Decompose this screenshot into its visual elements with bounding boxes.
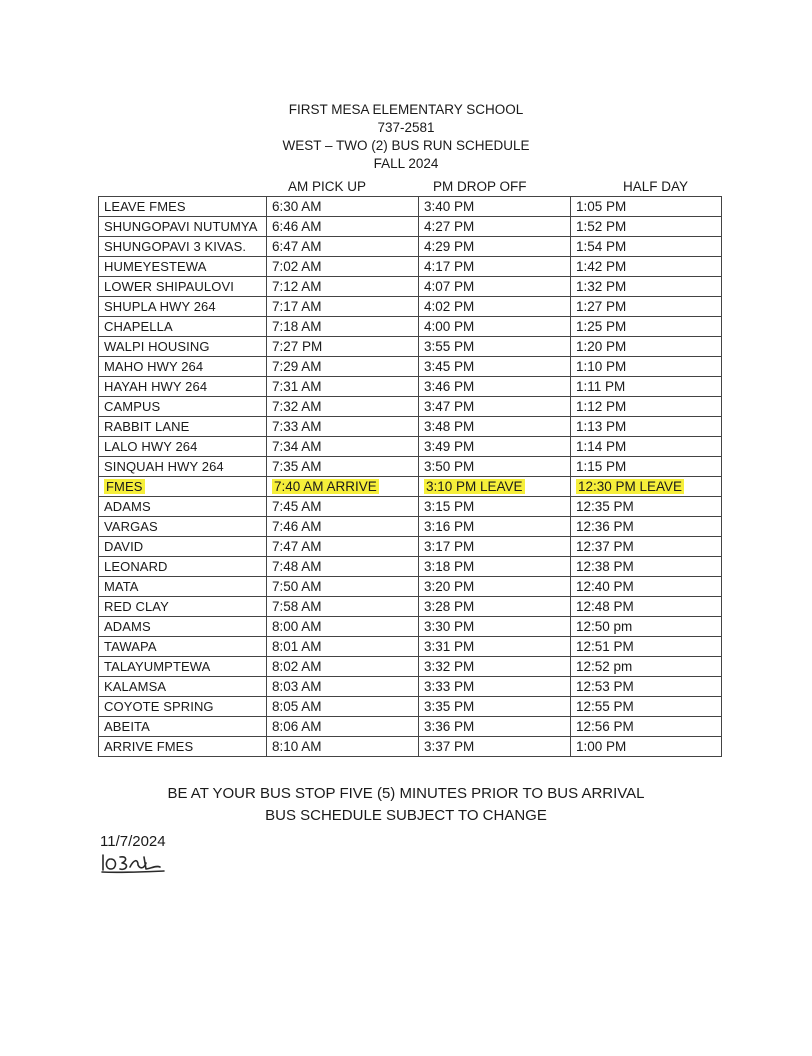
pm-dropoff-cell xyxy=(419,717,571,737)
pm-dropoff-cell xyxy=(419,657,571,677)
pm-dropoff-cell-text: 3:35 PM xyxy=(424,699,475,714)
table-row xyxy=(99,237,722,257)
pm-dropoff-cell-text: 4:00 PM xyxy=(424,319,475,334)
half-day-cell xyxy=(571,497,722,517)
stop-cell xyxy=(99,417,267,437)
half-day-cell-text: 12:52 pm xyxy=(576,659,633,674)
pm-dropoff-cell-text: 3:48 PM xyxy=(424,419,475,434)
am-pickup-cell xyxy=(267,417,419,437)
pm-dropoff-cell xyxy=(419,377,571,397)
stop-cell-text: SHUPLA HWY 264 xyxy=(104,299,216,314)
am-pickup-cell-text: 7:58 AM xyxy=(272,599,322,614)
am-pickup-cell xyxy=(267,637,419,657)
table-row xyxy=(99,597,722,617)
half-day-cell-text: 1:12 PM xyxy=(576,399,627,414)
am-pickup-cell xyxy=(267,357,419,377)
half-day-cell-text: 1:05 PM xyxy=(576,199,627,214)
pm-dropoff-cell-text: 4:29 PM xyxy=(424,239,475,254)
pm-dropoff-cell xyxy=(419,277,571,297)
pm-dropoff-cell-text: 3:10 PM LEAVE xyxy=(426,479,523,494)
stop-cell xyxy=(99,437,267,457)
half-day-cell-text: 12:35 PM xyxy=(576,499,634,514)
half-day-cell-text: 1:20 PM xyxy=(576,339,627,354)
pm-dropoff-cell xyxy=(419,677,571,697)
pm-dropoff-cell-text: 3:46 PM xyxy=(424,379,475,394)
half-day-cell xyxy=(571,197,722,217)
stop-cell-text: WALPI HOUSING xyxy=(104,339,210,354)
stop-cell-text: TALAYUMPTEWA xyxy=(104,659,211,674)
pm-dropoff-cell xyxy=(419,417,571,437)
am-pickup-cell-text: 7:17 AM xyxy=(272,299,322,314)
stop-cell xyxy=(99,297,267,317)
table-row xyxy=(99,357,722,377)
pm-dropoff-cell xyxy=(419,517,571,537)
stop-cell xyxy=(99,237,267,257)
half-day-cell xyxy=(571,377,722,397)
pm-dropoff-cell xyxy=(419,697,571,717)
stop-cell xyxy=(99,257,267,277)
am-pickup-cell xyxy=(267,577,419,597)
table-row xyxy=(99,517,722,537)
pm-dropoff-cell xyxy=(419,257,571,277)
half-day-cell-text: 1:27 PM xyxy=(576,299,627,314)
table-row xyxy=(99,637,722,657)
half-day-cell-text: 12:53 PM xyxy=(576,679,634,694)
table-row xyxy=(99,677,722,697)
am-pickup-cell xyxy=(267,737,419,757)
stop-cell-text: LALO HWY 264 xyxy=(104,439,198,454)
half-day-cell-text: 12:50 pm xyxy=(576,619,633,634)
stop-cell-text: SHUNGOPAVI 3 KIVAS. xyxy=(104,239,247,254)
am-pickup-cell xyxy=(267,317,419,337)
stop-cell-text: RED CLAY xyxy=(104,599,169,614)
table-row xyxy=(99,337,722,357)
half-day-cell xyxy=(571,617,722,637)
half-day-cell-text: 12:40 PM xyxy=(576,579,634,594)
document-header xyxy=(0,101,812,173)
am-pickup-cell-text: 7:45 AM xyxy=(272,499,322,514)
stop-cell-text: MAHO HWY 264 xyxy=(104,359,204,374)
pm-dropoff-cell xyxy=(419,637,571,657)
table-row xyxy=(99,277,722,297)
table-row xyxy=(99,217,722,237)
am-pickup-cell xyxy=(267,677,419,697)
half-day-cell xyxy=(571,397,722,417)
stop-cell-text: TAWAPA xyxy=(104,639,157,654)
half-day-cell xyxy=(571,337,722,357)
stop-cell-text: LEAVE FMES xyxy=(104,199,186,214)
stop-cell xyxy=(99,657,267,677)
column-header-half-day: HALF DAY xyxy=(623,179,689,194)
half-day-cell xyxy=(571,557,722,577)
am-pickup-cell-text: 8:00 AM xyxy=(272,619,322,634)
pm-dropoff-cell-text: 3:49 PM xyxy=(424,439,475,454)
am-pickup-cell xyxy=(267,377,419,397)
am-pickup-cell xyxy=(267,237,419,257)
am-pickup-cell xyxy=(267,337,419,357)
am-pickup-cell xyxy=(267,557,419,577)
stop-cell-text: HAYAH HWY 264 xyxy=(104,379,208,394)
stop-cell xyxy=(99,277,267,297)
stop-cell xyxy=(99,477,267,497)
half-day-cell xyxy=(571,637,722,657)
pm-dropoff-cell-text: 3:32 PM xyxy=(424,659,475,674)
pm-dropoff-cell xyxy=(419,737,571,757)
am-pickup-cell-text: 8:01 AM xyxy=(272,639,322,654)
am-pickup-cell xyxy=(267,657,419,677)
stop-cell-text: RABBIT LANE xyxy=(104,419,190,434)
school-name: FIRST MESA ELEMENTARY SCHOOL xyxy=(288,102,524,117)
am-pickup-cell-text: 7:27 PM xyxy=(272,339,323,354)
stop-cell-text: MATA xyxy=(104,579,139,594)
route-title: WEST – TWO (2) BUS RUN SCHEDULE xyxy=(282,138,530,153)
am-pickup-cell xyxy=(267,617,419,637)
stop-cell xyxy=(99,637,267,657)
pm-dropoff-cell xyxy=(419,497,571,517)
half-day-cell-text: 1:14 PM xyxy=(576,439,627,454)
pm-dropoff-cell-text: 3:40 PM xyxy=(424,199,475,214)
stop-cell-text: KALAMSA xyxy=(104,679,167,694)
half-day-cell xyxy=(571,437,722,457)
pm-dropoff-cell-text: 3:50 PM xyxy=(424,459,475,474)
half-day-cell-text: 1:10 PM xyxy=(576,359,627,374)
am-pickup-cell xyxy=(267,277,419,297)
table-row xyxy=(99,577,722,597)
pm-dropoff-cell-text: 3:36 PM xyxy=(424,719,475,734)
half-day-cell xyxy=(571,517,722,537)
am-pickup-cell-text: 8:02 AM xyxy=(272,659,322,674)
half-day-cell xyxy=(571,597,722,617)
table-row xyxy=(99,537,722,557)
schedule-disclaimer: BUS SCHEDULE SUBJECT TO CHANGE xyxy=(265,807,547,824)
document-date: 11/7/2024 xyxy=(100,833,166,850)
half-day-cell xyxy=(571,477,722,497)
pm-dropoff-cell-text: 4:17 PM xyxy=(424,259,475,274)
am-pickup-cell-text: 7:46 AM xyxy=(272,519,322,534)
school-phone: 737-2581 xyxy=(377,120,435,135)
am-pickup-cell-text: 7:18 AM xyxy=(272,319,322,334)
pm-dropoff-cell xyxy=(419,317,571,337)
stop-cell xyxy=(99,717,267,737)
am-pickup-cell-text: 7:47 AM xyxy=(272,539,322,554)
pm-dropoff-cell-text: 3:30 PM xyxy=(424,619,475,634)
am-pickup-cell-text: 6:46 AM xyxy=(272,219,322,234)
am-pickup-cell xyxy=(267,537,419,557)
pm-dropoff-cell xyxy=(419,197,571,217)
am-pickup-cell-text: 8:05 AM xyxy=(272,699,322,714)
stop-cell xyxy=(99,557,267,577)
table-row xyxy=(99,697,722,717)
stop-cell xyxy=(99,517,267,537)
stop-cell xyxy=(99,397,267,417)
pm-dropoff-cell xyxy=(419,437,571,457)
am-pickup-cell xyxy=(267,457,419,477)
schedule-table xyxy=(98,196,722,757)
am-pickup-cell-text: 8:03 AM xyxy=(272,679,322,694)
pm-dropoff-cell-text: 3:33 PM xyxy=(424,679,475,694)
stop-cell xyxy=(99,537,267,557)
half-day-cell-text: 12:30 PM LEAVE xyxy=(578,479,683,494)
pm-dropoff-cell xyxy=(419,337,571,357)
column-header-pm: PM DROP OFF xyxy=(433,179,527,194)
table-row xyxy=(99,417,722,437)
half-day-cell xyxy=(571,297,722,317)
half-day-cell-text: 1:00 PM xyxy=(576,739,627,754)
table-row xyxy=(99,257,722,277)
table-row xyxy=(99,497,722,517)
stop-cell xyxy=(99,617,267,637)
am-pickup-cell-text: 7:50 AM xyxy=(272,579,322,594)
half-day-cell-text: 12:36 PM xyxy=(576,519,634,534)
half-day-cell xyxy=(571,217,722,237)
am-pickup-cell xyxy=(267,297,419,317)
pm-dropoff-cell xyxy=(419,597,571,617)
pm-dropoff-cell-text: 3:20 PM xyxy=(424,579,475,594)
am-pickup-cell-text: 7:31 AM xyxy=(272,379,322,394)
stop-cell xyxy=(99,697,267,717)
pm-dropoff-cell xyxy=(419,237,571,257)
term-label: FALL 2024 xyxy=(373,156,439,171)
half-day-cell xyxy=(571,357,722,377)
pm-dropoff-cell-text: 3:45 PM xyxy=(424,359,475,374)
stop-cell-text: HUMEYESTEWA xyxy=(104,259,207,274)
arrival-notice: BE AT YOUR BUS STOP FIVE (5) MINUTES PRIOR TO BUS ARRIVAL xyxy=(167,785,645,802)
pm-dropoff-cell-text: 4:27 PM xyxy=(424,219,475,234)
stop-cell xyxy=(99,737,267,757)
pm-dropoff-cell xyxy=(419,617,571,637)
pm-dropoff-cell-text: 3:31 PM xyxy=(424,639,475,654)
stop-cell-text: VARGAS xyxy=(104,519,158,534)
stop-cell xyxy=(99,377,267,397)
stop-cell-text: FMES xyxy=(106,479,143,494)
stop-cell-text: SINQUAH HWY 264 xyxy=(104,459,224,474)
half-day-cell-text: 1:42 PM xyxy=(576,259,627,274)
pm-dropoff-cell xyxy=(419,357,571,377)
am-pickup-cell xyxy=(267,197,419,217)
pm-dropoff-cell-text: 3:28 PM xyxy=(424,599,475,614)
stop-cell-text: SHUNGOPAVI NUTUMYA xyxy=(104,219,258,234)
stop-cell-text: DAVID xyxy=(104,539,144,554)
am-pickup-cell-text: 7:34 AM xyxy=(272,439,322,454)
half-day-cell-text: 12:38 PM xyxy=(576,559,634,574)
am-pickup-cell-text: 6:47 AM xyxy=(272,239,322,254)
half-day-cell-text: 1:52 PM xyxy=(576,219,627,234)
am-pickup-cell xyxy=(267,517,419,537)
half-day-cell-text: 12:55 PM xyxy=(576,699,634,714)
am-pickup-cell xyxy=(267,597,419,617)
stop-cell xyxy=(99,457,267,477)
am-pickup-cell xyxy=(267,257,419,277)
stop-cell-text: LEONARD xyxy=(104,559,168,574)
half-day-cell xyxy=(571,237,722,257)
half-day-cell-text: 12:37 PM xyxy=(576,539,634,554)
half-day-cell-text: 1:25 PM xyxy=(576,319,627,334)
table-row xyxy=(99,317,722,337)
half-day-cell-text: 12:48 PM xyxy=(576,599,634,614)
stop-cell-text: CHAPELLA xyxy=(104,319,173,334)
half-day-cell xyxy=(571,577,722,597)
half-day-cell xyxy=(571,697,722,717)
stop-cell xyxy=(99,317,267,337)
am-pickup-cell-text: 7:40 AM ARRIVE xyxy=(274,479,377,494)
half-day-cell xyxy=(571,537,722,557)
am-pickup-cell xyxy=(267,477,419,497)
am-pickup-cell-text: 6:30 AM xyxy=(272,199,322,214)
table-row xyxy=(99,197,722,217)
footer-notes xyxy=(0,783,812,827)
pm-dropoff-cell xyxy=(419,457,571,477)
am-pickup-cell-text: 7:48 AM xyxy=(272,559,322,574)
half-day-cell xyxy=(571,277,722,297)
table-row xyxy=(99,557,722,577)
table-row xyxy=(99,617,722,637)
stop-cell-text: COYOTE SPRING xyxy=(104,699,214,714)
stop-cell xyxy=(99,217,267,237)
pm-dropoff-cell-text: 3:16 PM xyxy=(424,519,475,534)
pm-dropoff-cell-text: 4:02 PM xyxy=(424,299,475,314)
am-pickup-cell-text: 8:10 AM xyxy=(272,739,322,754)
pm-dropoff-cell-text: 3:15 PM xyxy=(424,499,475,514)
half-day-cell-text: 1:11 PM xyxy=(576,379,626,394)
pm-dropoff-cell xyxy=(419,477,571,497)
half-day-cell xyxy=(571,257,722,277)
stop-cell-text: LOWER SHIPAULOVI xyxy=(104,279,234,294)
stop-cell-text: ABEITA xyxy=(104,719,150,734)
half-day-cell xyxy=(571,457,722,477)
am-pickup-cell-text: 8:06 AM xyxy=(272,719,322,734)
half-day-cell xyxy=(571,317,722,337)
stop-cell xyxy=(99,197,267,217)
half-day-cell-text: 1:15 PM xyxy=(576,459,627,474)
pm-dropoff-cell-text: 3:17 PM xyxy=(424,539,475,554)
pm-dropoff-cell xyxy=(419,557,571,577)
pm-dropoff-cell-text: 3:37 PM xyxy=(424,739,475,754)
half-day-cell-text: 12:51 PM xyxy=(576,639,634,654)
handwritten-initials xyxy=(100,851,170,875)
table-row xyxy=(99,477,722,497)
stop-cell-text: ADAMS xyxy=(104,499,151,514)
stop-cell xyxy=(99,337,267,357)
stop-cell-text: ARRIVE FMES xyxy=(104,739,194,754)
am-pickup-cell xyxy=(267,497,419,517)
am-pickup-cell-text: 7:33 AM xyxy=(272,419,322,434)
am-pickup-cell-text: 7:32 AM xyxy=(272,399,322,414)
table-row xyxy=(99,737,722,757)
table-row xyxy=(99,297,722,317)
pm-dropoff-cell xyxy=(419,397,571,417)
am-pickup-cell-text: 7:02 AM xyxy=(272,259,322,274)
half-day-cell-text: 12:56 PM xyxy=(576,719,634,734)
am-pickup-cell xyxy=(267,217,419,237)
half-day-cell xyxy=(571,417,722,437)
pm-dropoff-cell-text: 4:07 PM xyxy=(424,279,475,294)
half-day-cell xyxy=(571,717,722,737)
pm-dropoff-cell xyxy=(419,217,571,237)
half-day-cell xyxy=(571,677,722,697)
pm-dropoff-cell xyxy=(419,297,571,317)
half-day-cell-text: 1:32 PM xyxy=(576,279,627,294)
am-pickup-cell xyxy=(267,697,419,717)
table-row xyxy=(99,457,722,477)
column-header-am: AM PICK UP xyxy=(288,179,367,194)
pm-dropoff-cell-text: 3:18 PM xyxy=(424,559,475,574)
table-row xyxy=(99,397,722,417)
stop-cell-text: CAMPUS xyxy=(104,399,161,414)
stop-cell xyxy=(99,677,267,697)
am-pickup-cell-text: 7:12 AM xyxy=(272,279,322,294)
am-pickup-cell-text: 7:29 AM xyxy=(272,359,322,374)
am-pickup-cell-text: 7:35 AM xyxy=(272,459,322,474)
half-day-cell xyxy=(571,657,722,677)
pm-dropoff-cell-text: 3:47 PM xyxy=(424,399,475,414)
stop-cell xyxy=(99,577,267,597)
pm-dropoff-cell xyxy=(419,537,571,557)
table-row xyxy=(99,377,722,397)
stop-cell-text: ADAMS xyxy=(104,619,151,634)
pm-dropoff-cell-text: 3:55 PM xyxy=(424,339,475,354)
table-row xyxy=(99,657,722,677)
half-day-cell-text: 1:13 PM xyxy=(576,419,627,434)
half-day-cell-text: 1:54 PM xyxy=(576,239,627,254)
am-pickup-cell xyxy=(267,437,419,457)
am-pickup-cell xyxy=(267,397,419,417)
table-row xyxy=(99,437,722,457)
stop-cell xyxy=(99,497,267,517)
stop-cell xyxy=(99,357,267,377)
pm-dropoff-cell xyxy=(419,577,571,597)
half-day-cell xyxy=(571,737,722,757)
am-pickup-cell xyxy=(267,717,419,737)
table-row xyxy=(99,717,722,737)
stop-cell xyxy=(99,597,267,617)
